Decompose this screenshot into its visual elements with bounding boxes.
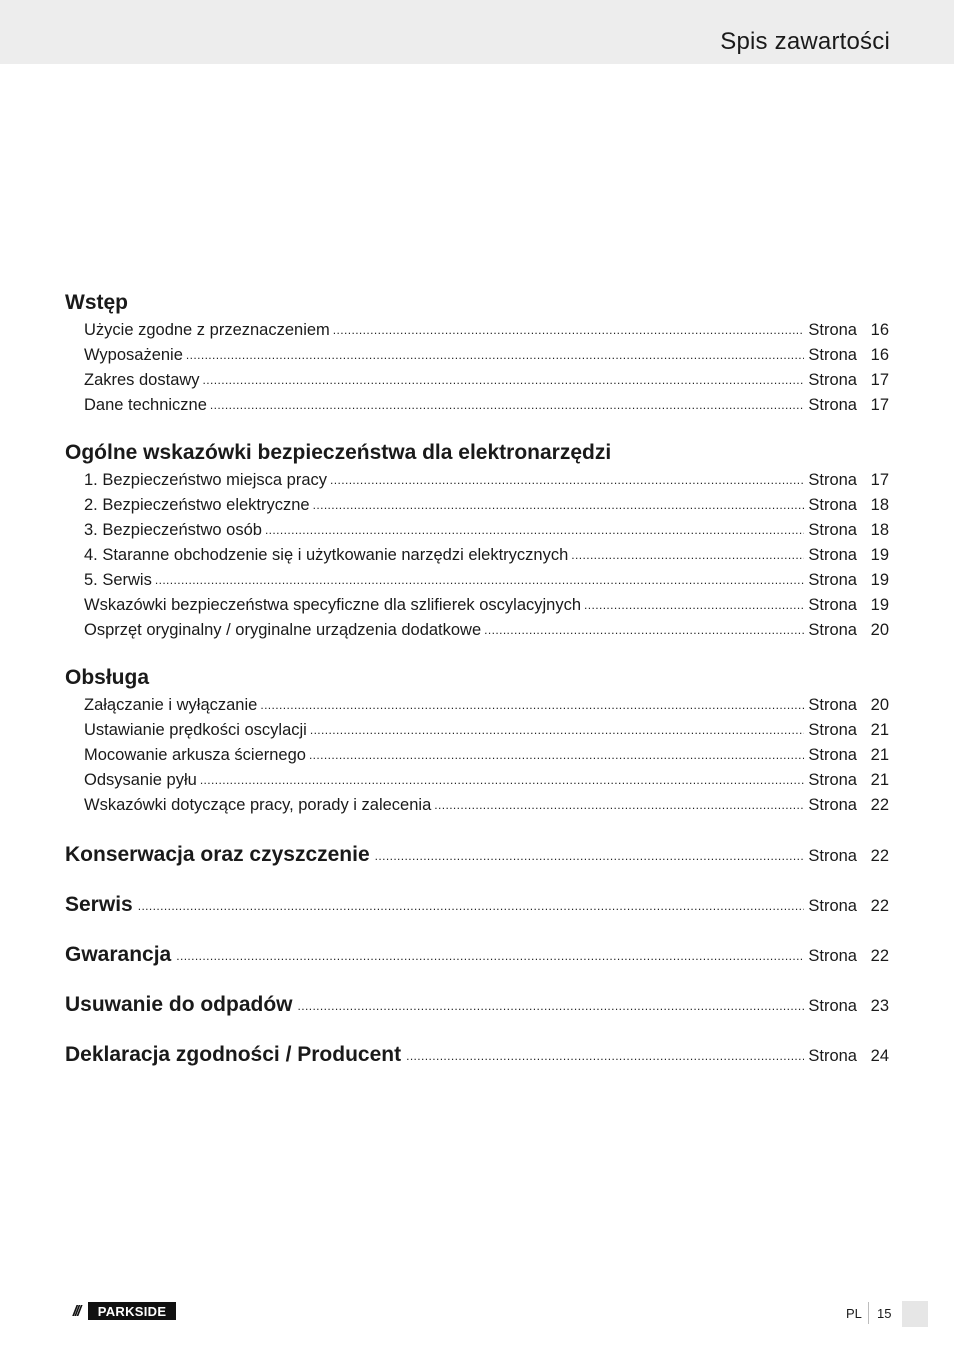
page-number: 19	[870, 571, 889, 589]
page-word: Strona	[808, 796, 857, 814]
page-number: 23	[870, 997, 889, 1015]
header-band	[0, 0, 954, 64]
page-number: 17	[870, 471, 889, 489]
entry-label: Zakres dostawy	[84, 371, 200, 389]
page-number: 21	[870, 721, 889, 739]
dot-leader	[310, 718, 805, 743]
page-word: Strona	[808, 371, 857, 389]
entry-label: 5. Serwis	[84, 571, 152, 589]
section-heading: Ogólne wskazówki bezpieczeństwa dla elektronarzędzi	[65, 441, 612, 464]
page-word: Strona	[808, 521, 857, 539]
dot-leader	[309, 743, 804, 768]
language-code: PL	[846, 1306, 862, 1321]
page-number: 18	[870, 521, 889, 539]
toc-entry[interactable]	[65, 793, 889, 818]
page-word: Strona	[808, 897, 857, 915]
main-entry-label: Serwis	[65, 893, 133, 916]
page-word: Strona	[808, 947, 857, 965]
table-of-contents	[65, 288, 889, 1080]
brand-name: PARKSIDE	[97, 1303, 167, 1319]
entry-label: Osprzęt oryginalny / oryginalne urządzenia dodatkowe	[84, 621, 482, 639]
toc-entry[interactable]	[65, 593, 889, 618]
entry-label: Użycie zgodne z przeznaczeniem	[84, 321, 330, 339]
page-number: 16	[870, 321, 889, 339]
entry-label: Wskazówki bezpieczeństwa specyficzne dla szlifierek oscylacyjnych	[84, 596, 582, 614]
toc-entry[interactable]	[65, 393, 889, 418]
page-word: Strona	[808, 496, 857, 514]
dot-leader	[176, 931, 804, 981]
toc-main-entry[interactable]	[65, 830, 889, 880]
toc-section-obsluga	[65, 663, 889, 818]
page-number: 21	[870, 771, 889, 789]
footer-tab-marker	[902, 1301, 928, 1327]
page-number: 19	[870, 546, 889, 564]
dot-leader	[571, 543, 804, 568]
entry-label: Mocowanie arkusza ściernego	[84, 746, 306, 764]
toc-entry[interactable]	[65, 468, 889, 493]
page-number: 21	[870, 746, 889, 764]
dot-leader	[155, 568, 805, 593]
toc-entry[interactable]	[65, 518, 889, 543]
dot-leader	[434, 793, 804, 818]
dot-leader	[265, 518, 804, 543]
toc-section-safety	[65, 438, 889, 643]
page-word: Strona	[808, 771, 857, 789]
section-heading: Wstęp	[65, 291, 128, 314]
dot-leader	[313, 493, 805, 518]
dot-leader	[138, 881, 805, 931]
dot-leader	[375, 831, 805, 881]
main-entry-label: Konserwacja oraz czyszczenie	[65, 843, 370, 866]
main-entry-label: Usuwanie do odpadów	[65, 993, 293, 1016]
toc-entry[interactable]	[65, 493, 889, 518]
page-word: Strona	[808, 746, 857, 764]
toc-entry[interactable]	[65, 768, 889, 793]
footer-divider	[868, 1302, 869, 1324]
page-number: 18	[870, 496, 889, 514]
toc-entry[interactable]	[65, 743, 889, 768]
main-entry-label: Gwarancja	[65, 943, 172, 966]
entry-label: Ustawianie prędkości oscylacji	[84, 721, 307, 739]
toc-entry[interactable]	[65, 368, 889, 393]
page-word: Strona	[808, 396, 857, 414]
entry-label: 2. Bezpieczeństwo elektryczne	[84, 496, 310, 514]
entry-label: 4. Staranne obchodzenie się i użytkowanie narzędzi elektrycznych	[84, 546, 569, 564]
toc-entry[interactable]	[65, 543, 889, 568]
dot-leader	[200, 768, 805, 793]
page-number: 22	[870, 796, 889, 814]
dot-leader	[298, 981, 805, 1031]
main-entry-label: Deklaracja zgodności / Producent	[65, 1043, 402, 1066]
entry-label: Wskazówki dotyczące pracy, porady i zalecenia	[84, 796, 432, 814]
toc-entry[interactable]	[65, 568, 889, 593]
dot-leader	[333, 318, 805, 343]
page-number: 20	[870, 621, 889, 639]
page-number: 17	[870, 371, 889, 389]
page-word: Strona	[808, 471, 857, 489]
toc-entry[interactable]	[65, 618, 889, 643]
dot-leader	[584, 593, 804, 618]
page-number: 22	[870, 897, 889, 915]
page-word: Strona	[808, 1047, 857, 1065]
page-title: Spis zawartości	[720, 28, 890, 55]
section-heading: Obsługa	[65, 666, 150, 689]
page-number: 16	[870, 346, 889, 364]
page-number-footer: 15	[877, 1306, 892, 1321]
dot-leader	[186, 343, 804, 368]
dot-leader	[406, 1031, 804, 1081]
page-number: 24	[870, 1047, 889, 1065]
dot-leader	[484, 618, 804, 643]
page-word: Strona	[808, 546, 857, 564]
page-number: 22	[870, 847, 889, 865]
page-word: Strona	[808, 721, 857, 739]
parkside-logo	[64, 1302, 176, 1320]
page-word: Strona	[808, 847, 857, 865]
entry-label: 3. Bezpieczeństwo osób	[84, 521, 262, 539]
toc-section-wstep	[65, 288, 889, 418]
entry-label: Dane techniczne	[84, 396, 207, 414]
page-number: 20	[870, 696, 889, 714]
page-number: 19	[870, 596, 889, 614]
dot-leader	[260, 693, 804, 718]
page-word: Strona	[808, 321, 857, 339]
page-word: Strona	[808, 621, 857, 639]
page-word: Strona	[808, 696, 857, 714]
page-word: Strona	[808, 596, 857, 614]
dot-leader	[203, 368, 805, 393]
toc-entry[interactable]	[65, 343, 889, 368]
page-number: 17	[870, 396, 889, 414]
page-number: 22	[870, 947, 889, 965]
page-word: Strona	[808, 997, 857, 1015]
dot-leader	[330, 468, 804, 493]
entry-label: Odsysanie pyłu	[84, 771, 197, 789]
toc-entry[interactable]	[65, 693, 889, 718]
toc-main-entry[interactable]	[65, 930, 889, 980]
page-word: Strona	[808, 346, 857, 364]
entry-label: Załączanie i wyłączanie	[84, 696, 258, 714]
entry-label: Wyposażenie	[84, 346, 183, 364]
brand-slashes-icon: ///	[64, 1302, 88, 1320]
entry-label: 1. Bezpieczeństwo miejsca pracy	[84, 471, 328, 489]
toc-main-entry[interactable]	[65, 1030, 889, 1080]
dot-leader	[210, 393, 804, 418]
toc-main-entry[interactable]	[65, 980, 889, 1030]
toc-main-entry[interactable]	[65, 880, 889, 930]
toc-entry[interactable]	[65, 318, 889, 343]
toc-entry[interactable]	[65, 718, 889, 743]
page-word: Strona	[808, 571, 857, 589]
